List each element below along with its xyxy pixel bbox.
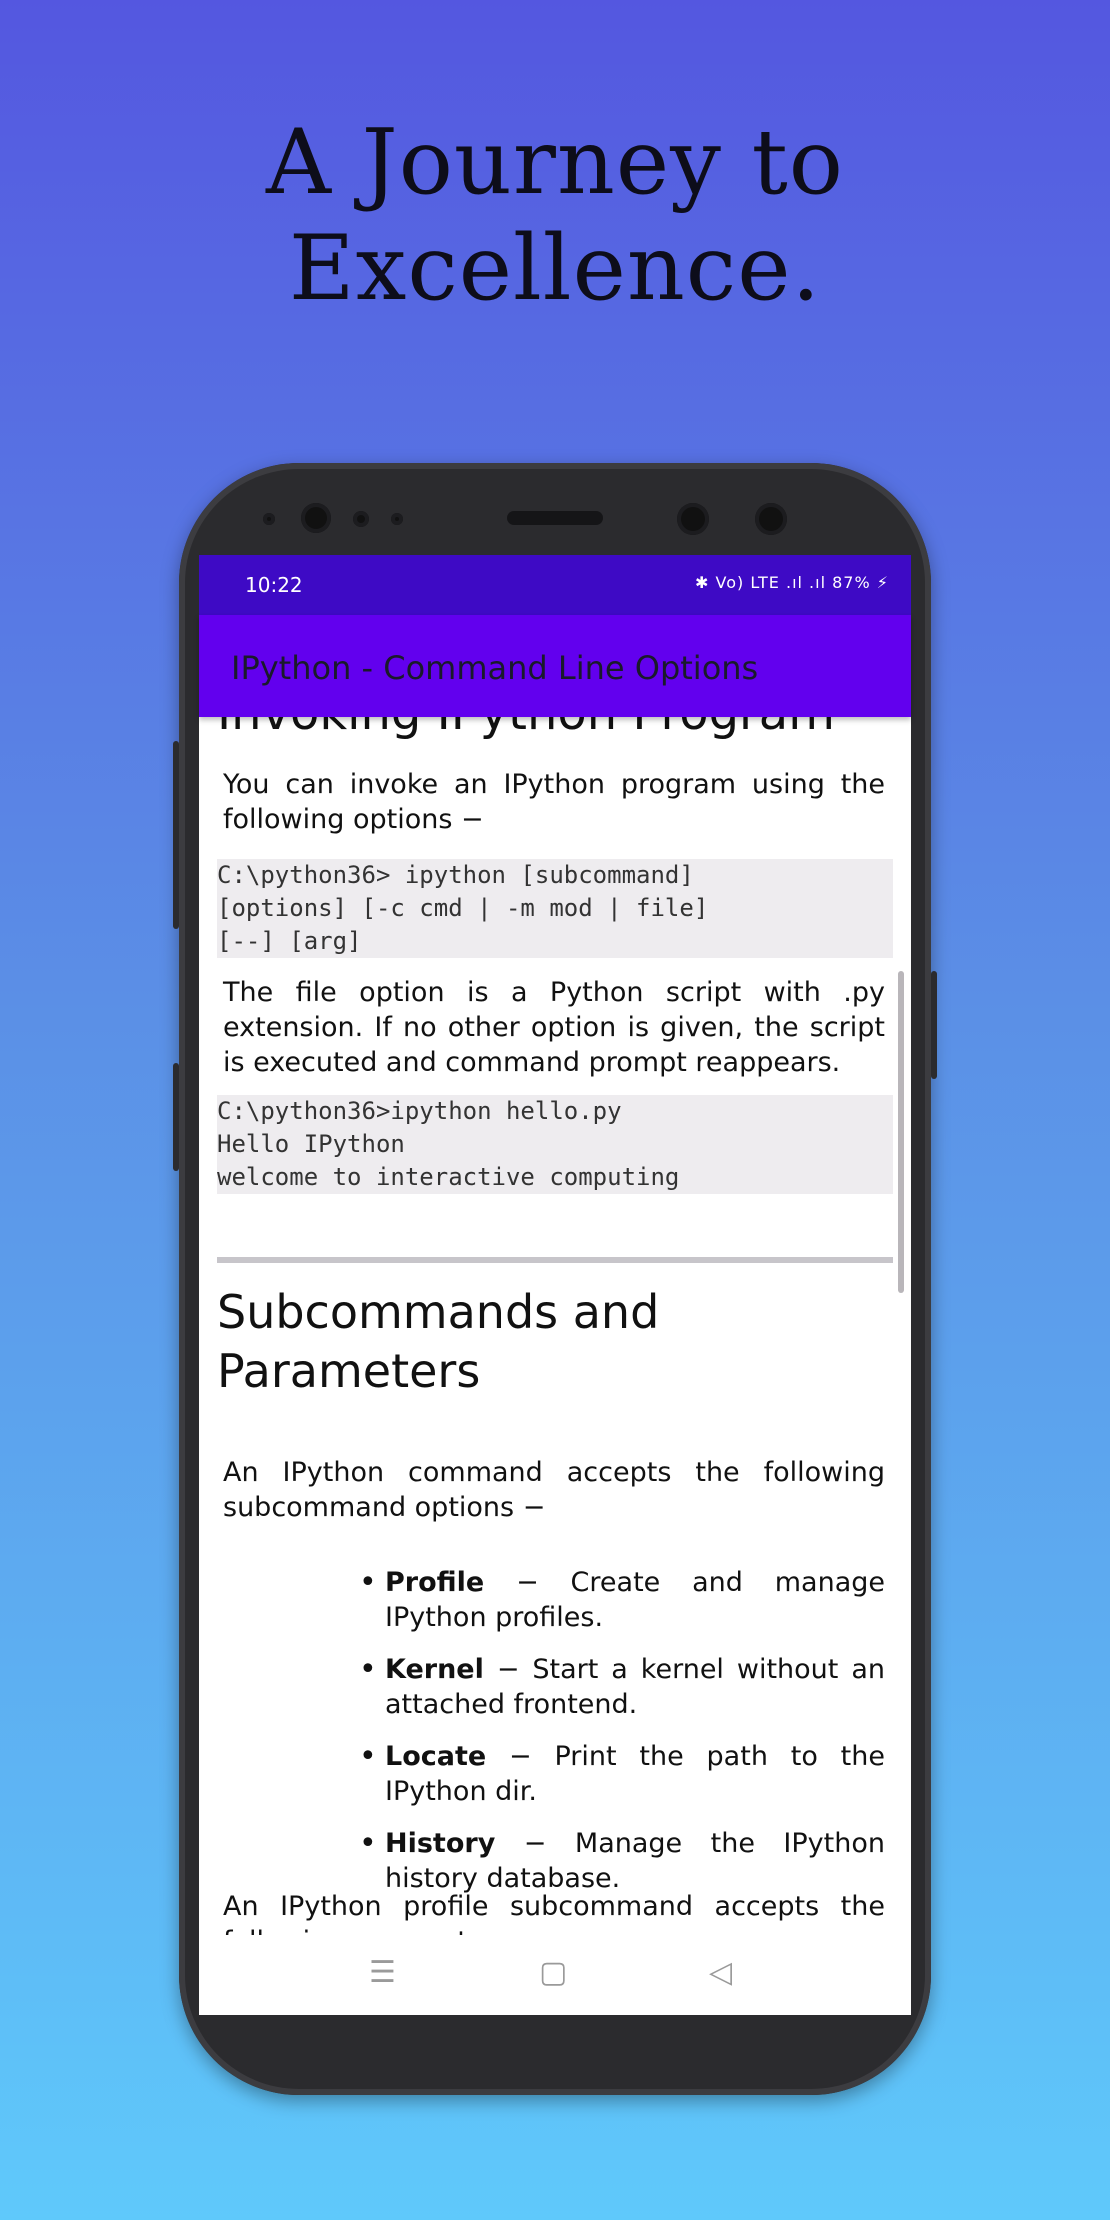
code-block-example: C:\python36>ipython hello.py Hello IPython welcome to interactive computing (217, 1095, 893, 1194)
power-button (931, 971, 937, 1079)
sensor-dot (353, 511, 369, 527)
status-time: 10:22 (245, 573, 303, 597)
menu-icon[interactable]: ☰ (369, 1955, 396, 1990)
file-option-paragraph: The file option is a Python script with .py extension. If no other option is given, the script is executed and command prompt reappears. (223, 977, 885, 1078)
page-title: IPython - Command Line Options (231, 649, 759, 687)
side-button-left (173, 1063, 179, 1171)
article-content[interactable] (199, 717, 911, 1935)
back-icon[interactable]: ◁ (709, 1955, 733, 1990)
status-icons: ✱ Vo) LTE .ıl .ıl 87% ⚡ (695, 573, 889, 592)
list-item (359, 1565, 885, 1635)
section-heading: Subcommands and Parameters (217, 1285, 660, 1398)
list-item-term: Profile (385, 1567, 485, 1598)
status-bar (199, 555, 911, 615)
volume-button (173, 741, 179, 929)
system-nav-bar (199, 1935, 911, 2015)
headline-line-1: A Journey to (266, 110, 844, 215)
profile-intro-paragraph: An IPython profile subcommand accepts the (223, 1891, 885, 1922)
earpiece-speaker (507, 511, 603, 525)
sensor-dot (263, 513, 275, 525)
subcommand-list (359, 1565, 885, 1913)
headline-line-2: Excellence. (288, 216, 822, 321)
list-item (359, 1652, 885, 1722)
proximity-sensor (677, 503, 709, 535)
list-item-term: History (385, 1828, 496, 1859)
list-item-term: Kernel (385, 1654, 484, 1685)
code-block-syntax: C:\python36> ipython [subcommand] [options] [-c cmd | -m mod | file] [--] [arg] (217, 859, 893, 958)
app-bar (199, 615, 911, 717)
front-camera-icon (301, 503, 331, 533)
scrollbar[interactable] (898, 971, 904, 1293)
divider (217, 1257, 893, 1263)
sensor-dot (391, 513, 403, 525)
list-item-desc: − Start a kernel without an attached frontend. (385, 1654, 885, 1720)
phone-frame (179, 463, 931, 2095)
screen (199, 555, 911, 2015)
ambient-sensor (755, 503, 787, 535)
list-item (359, 1739, 885, 1809)
home-icon[interactable]: ▢ (539, 1955, 568, 1990)
promo-headline (0, 110, 1110, 322)
list-item (359, 1826, 885, 1896)
intro-paragraph: You can invoke an IPython program using the following options − (223, 769, 885, 835)
list-item-desc: − Create and manage IPython profiles. (385, 1567, 885, 1633)
list-item-desc: − Manage the IPython history database. (385, 1828, 885, 1894)
section-intro-paragraph: An IPython command accepts the following subcommand options − (223, 1457, 885, 1523)
list-item-desc: − Print the path to the IPython dir. (385, 1741, 885, 1807)
list-item-term: Locate (385, 1741, 487, 1772)
